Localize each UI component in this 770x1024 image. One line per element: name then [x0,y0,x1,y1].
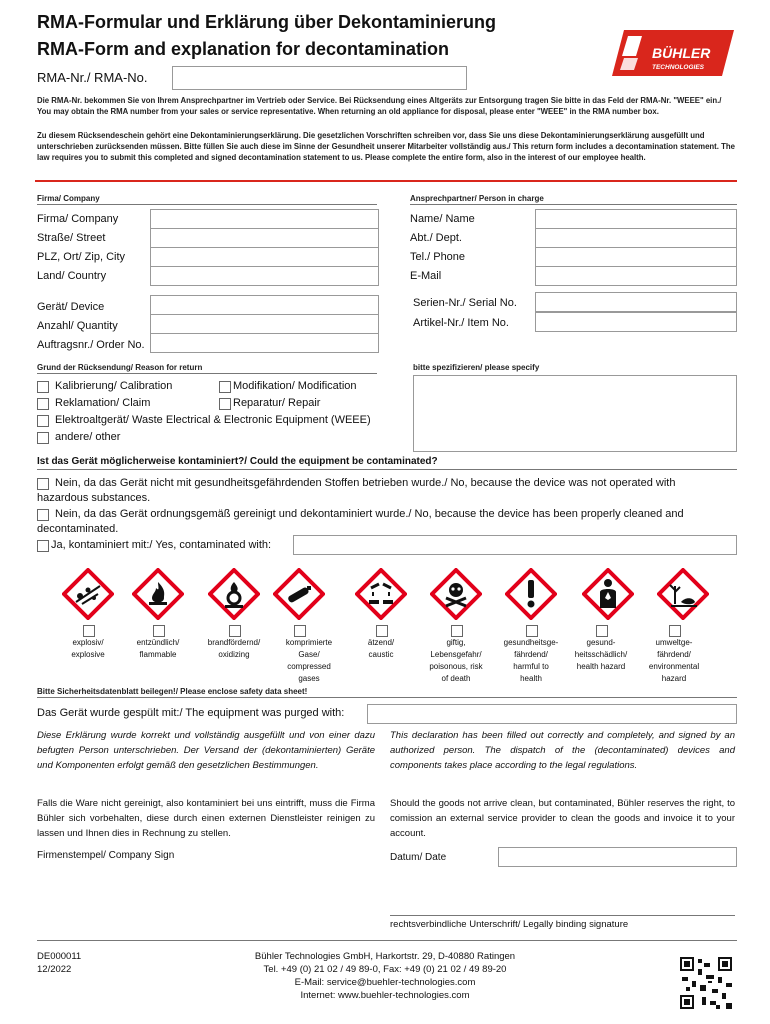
reason-section-title: Grund der Rücksendung/ Reason for return [37,363,203,372]
specify-title: bitte spezifizieren/ please specify [413,363,540,372]
intro-paragraph-2: Zu diesem Rücksendeschein gehört eine Dekontaminierungserklärung. Die gesetzlichen Vorschriften schreiben vor, dass Sie uns diese Dekontaminierungserklärung ausgefüllt und unterschrieben zurücksenden müssen. Bitte füllen Sie auch diese im Sinne der Gesundheit unserer Mitarbeiter vollständig aus./ This return form includes a decontamination statement. The law requires you to submit this completed and signed decontamination statement to us. Please complete the entire form, also in the interest of our employee health. [37,131,735,162]
not-operated-checkbox[interactable] [37,478,49,490]
divider [37,204,377,205]
explosive-caption: explosiv/ explosive [71,638,105,659]
environment-checkbox[interactable] [669,625,681,637]
email-input[interactable] [535,266,737,286]
serial-input[interactable] [535,292,737,312]
not-operated-label: Nein, da das Gerät nicht mit gesundheitsgefährdenden Stoffen betrieben wurde./ No, because the device was not operated with [55,477,676,489]
complaint-label: Reklamation/ Claim [55,397,151,409]
health-hazard-icon [505,568,557,620]
safety-sheet-note: Bitte Sicherheitsdatenblatt beilegen!/ Please enclose safety data sheet! [37,687,308,696]
serious-health-hazard-icon [582,568,634,620]
order-label: Auftragsnr./ Order No. [37,339,145,351]
dept-input[interactable] [535,228,737,248]
purged-label: Das Gerät wurde gespült mit:/ The equipment was purged with: [37,707,345,719]
quantity-input[interactable] [150,314,379,334]
intro-paragraph-1: Die RMA-Nr. bekommen Sie von Ihrem Ansprechpartner im Vertrieb oder Service. Bei Rücksendung eines Altgeräts zur Entsorgung tragen Sie bitte in das Feld der RMA-Nr. "WEEE" ein./ You may obtain the RMA number from your sales or service representative. When returning an old appliance for disposal, please enter "WEEE" in the RMA number box. [37,96,722,116]
oxidizing-icon [208,568,260,620]
doc-number: DE000011 [37,951,82,962]
contaminated-with-input[interactable] [293,535,737,555]
country-label: Land/ Country [37,270,107,282]
complaint-checkbox[interactable] [37,398,49,410]
company-label: Firma/ Company [37,213,119,225]
purged-input[interactable] [367,704,737,724]
serious-health-hazard-caption: gesund- heitsschädlich/ health hazard [574,638,628,671]
company-address: Bühler Technologies GmbH, Harkortstr. 29, D-40880 Ratingen Tel. +49 (0) 21 02 / 49 89-0, Fax: +49 (0) 21 02 / 49 89-20 E-Mail: service@buehler-technologies.com Internet: www.buehler-technologies.com [254,951,516,1001]
specify-textarea[interactable] [413,375,737,452]
modification-label: Modifikation/ Modification [233,380,357,392]
name-label: Name/ Name [410,213,475,225]
oxidizing-checkbox[interactable] [229,625,241,637]
doc-date: 12/2022 [37,964,72,975]
health-hazard-caption: gesundheitsge- fährdend/ harmful to health [503,638,559,683]
country-input[interactable] [150,266,379,286]
rma-label: RMA-Nr./ RMA-No. [37,70,148,85]
date-input[interactable] [498,847,737,867]
city-label: PLZ, Ort/ Zip, City [37,251,126,263]
compressed-gas-icon [273,568,325,620]
cleaned-label: Nein, da das Gerät ordnungsgemäß gereinigt und dekontaminiert wurde./ No, because the device has been properly cleaned and [55,508,684,520]
email-label: E-Mail [410,270,442,282]
qr-code [678,955,734,1011]
toxic-caption: giftig, Lebensgefahr/ poisonous, risk of death [429,638,483,683]
divider [37,469,737,470]
contaminated-label: Ja, kontaminiert mit:/ Yes, contaminated with: [51,539,272,551]
explosive-checkbox[interactable] [83,625,95,637]
explosive-icon [62,568,114,620]
calibration-checkbox[interactable] [37,381,49,393]
corrosive-checkbox[interactable] [376,625,388,637]
quantity-label: Anzahl/ Quantity [37,320,118,332]
dept-label: Abt./ Dept. [410,232,462,244]
signature-line[interactable] [390,915,735,916]
contaminated-checkbox[interactable] [37,540,49,552]
modification-checkbox[interactable] [219,381,231,393]
serial-label: Serien-Nr./ Serial No. [413,297,517,309]
name-input[interactable] [535,209,737,229]
corrosive-icon [355,568,407,620]
company-stamp-label: Firmenstempel/ Company Sign [37,850,175,861]
oxidizing-caption: brandfördernd/ oxidizing [207,638,261,659]
cleaning-en: Should the goods not arrive clean, but contaminated, Bühler reserves the right, to comission an external service provider to clean the goods and invoice it to your account. [390,798,735,839]
repair-label: Reparatur/ Repair [233,397,321,409]
declaration-en: This declaration has been filled out correctly and completely, and signed by an authorized person. The dispatch of the (decontaminated) devices and components takes place according to the legal regulations. [390,730,735,771]
weee-checkbox[interactable] [37,415,49,427]
toxic-icon [430,568,482,620]
phone-label: Tel./ Phone [410,251,466,263]
article-input[interactable] [535,312,737,332]
article-label: Artikel-Nr./ Item No. [413,317,509,329]
flammable-caption: entzündlich/ flammable [136,638,180,659]
logo-sub: TECHNOLOGIES [652,64,705,71]
flammable-icon [132,568,184,620]
flammable-checkbox[interactable] [153,625,165,637]
red-divider [35,180,737,182]
divider [37,940,737,941]
street-label: Straße/ Street [37,232,106,244]
environment-icon [657,568,709,620]
signature-caption: rechtsverbindliche Unterschrift/ Legally binding signature [390,919,629,930]
environment-caption: umweltge- fährdend/ environmental hazard [648,638,700,683]
not-operated-label-cont: hazardous substances. [37,492,151,504]
compressed-gas-caption: komprimierte Gase/ compressed gases [285,638,333,683]
serious-health-hazard-checkbox[interactable] [596,625,608,637]
toxic-checkbox[interactable] [451,625,463,637]
compressed-gas-checkbox[interactable] [294,625,306,637]
divider [410,204,737,205]
device-input[interactable] [150,295,379,315]
street-input[interactable] [150,228,379,248]
device-label: Gerät/ Device [37,301,105,313]
repair-checkbox[interactable] [219,398,231,410]
date-label: Datum/ Date [390,852,447,863]
rma-input[interactable] [172,66,467,90]
contact-section-title: Ansprechpartner/ Person in charge [410,194,544,203]
calibration-label: Kalibrierung/ Calibration [55,380,173,392]
cleaning-de: Falls die Ware nicht gereinigt, also kontaminiert bei uns eintrifft, muss die Firma Bühler sich vorbehalten, diese durch einen externen Dienstleister reinigen zu lassen und Ihnen dies in Rechnung zu stellen. [37,798,375,839]
declaration-de: Diese Erklärung wurde korrekt und vollständig ausgefüllt und von einer dazu befugten Person unterschrieben. Der Versand der (dekontaminierten) Geräte und Komponenten erfolgt gemäß den gesetzlichen Bestimmungen. [37,730,375,771]
title-en: RMA-Form and explanation for decontamination [37,39,450,59]
company-logo [612,28,734,78]
order-input[interactable] [150,333,379,353]
cleaned-checkbox[interactable] [37,509,49,521]
corrosive-caption: ätzend/ caustic [367,638,395,659]
company-input[interactable] [150,209,379,229]
company-section-title: Firma/ Company [37,194,100,203]
logo-text: BÜHLER [652,45,711,61]
phone-input[interactable] [535,247,737,267]
city-input[interactable] [150,247,379,267]
cleaned-label-cont: decontaminated. [37,523,119,535]
other-label: andere/ other [55,431,121,443]
weee-label: Elektroaltgerät/ Waste Electrical & Electronic Equipment (WEEE) [55,414,371,426]
title-de: RMA-Formular und Erklärung über Dekontaminierung [37,12,497,32]
divider [37,697,737,698]
other-checkbox[interactable] [37,432,49,444]
health-hazard-checkbox[interactable] [526,625,538,637]
divider [37,373,377,374]
contamination-question: Ist das Gerät möglicherweise kontaminiert?/ Could the equipment be contaminated? [37,456,438,467]
